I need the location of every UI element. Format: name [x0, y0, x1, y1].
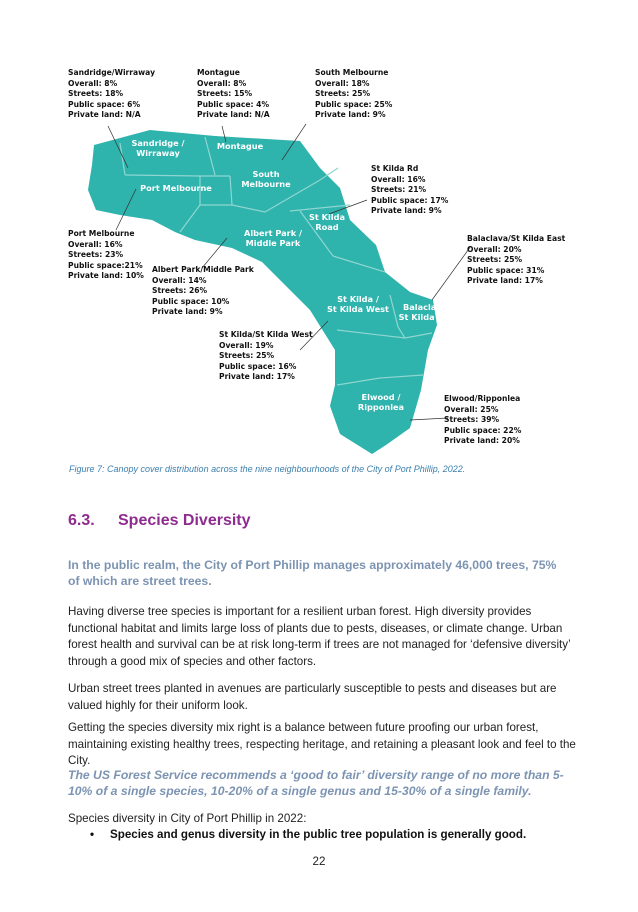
region-label-line: Montague [216, 141, 264, 151]
callout-line: Streets: 18% [68, 89, 124, 99]
body-paragraph: Urban street trees planted in avenues are particularly susceptible to pests and diseases but are valued highly for their uniform look. [68, 682, 557, 712]
callout-line: Public space: 10% [152, 296, 230, 306]
bullet-text: Species and genus diversity in the public tree population is generally good. [110, 828, 527, 841]
callout-line: Public space: 4% [197, 99, 270, 109]
callout-name: Albert Park/Middle Park [152, 265, 254, 274]
callout-line: Public space: 25% [315, 99, 393, 109]
region-label-line: St Kilda [308, 212, 346, 222]
callout-line: Streets: 25% [315, 89, 371, 99]
callout-st-kilda-st-kilda-west [219, 330, 313, 383]
section-title: Species Diversity [118, 512, 251, 529]
callout-line: Private land: 17% [467, 276, 543, 286]
region-label-line: Elwood / [361, 392, 401, 402]
bullet-icon: • [90, 828, 95, 841]
callout-line: Public space: 17% [371, 195, 449, 205]
callout-line: Overall: 25% [444, 404, 499, 414]
callout-line: Public space: 16% [219, 361, 297, 371]
section-number: 6.3. [68, 512, 95, 529]
callout-line: Overall: 8% [197, 78, 247, 88]
callout-line: Overall: 8% [68, 78, 118, 88]
callout-name: Sandridge/Wirraway [68, 68, 156, 77]
callout-sandridge-wirraway [68, 68, 155, 121]
region-label [140, 183, 212, 193]
region-label-line: Wirraway [136, 148, 180, 158]
callout-albert-park-middle-park [152, 265, 254, 318]
region-label-line: South [252, 169, 280, 179]
body-paragraph: Having diverse tree species is important for a resilient urban forest. High diversity provides functional habitat and limits large loss of plants due to pests, diseases, or climate change. Urban forest health and survival can be at risk long-term if trees are not managed for ‘defensive diversity’ through a good mix of species and other factors. [68, 605, 571, 668]
callout-south-melbourne [315, 68, 392, 121]
callout-line: Private land: N/A [68, 110, 141, 120]
callout-balaclava-st-kilda-east [467, 234, 565, 287]
list-intro: Species diversity in City of Port Phillip in 2022: [68, 812, 307, 825]
region-label-line: Sandridge / [131, 138, 185, 148]
callout-port-melbourne [68, 229, 144, 282]
callout-name: Elwood/Ripponlea [444, 394, 521, 403]
callout-line: Public space: 22% [444, 425, 522, 435]
callout-line: Streets: 26% [152, 286, 208, 296]
callout-line: Private land: 9% [371, 206, 442, 216]
region-label [399, 302, 458, 322]
region-label [244, 228, 302, 248]
callout-line: Overall: 14% [152, 275, 207, 285]
callout-line: Streets: 23% [68, 250, 124, 260]
callout-name: St Kilda Rd [371, 164, 419, 173]
callout-line: Streets: 15% [197, 89, 253, 99]
region-label-line: Middle Park [245, 238, 301, 248]
callout-line: Streets: 25% [467, 255, 523, 265]
region-label [358, 392, 404, 412]
callout-name: Montague [197, 68, 240, 77]
callout-line: Overall: 19% [219, 340, 274, 350]
callout-line: Streets: 21% [371, 185, 427, 195]
highlight-quote: The US Forest Service recommends a ‘good to fair’ diversity range of no more than 5-10% of a single species, 10-20% of a single genus and 15-30% of a single family. [68, 768, 564, 798]
callout-name: St Kilda/St Kilda West [219, 330, 313, 339]
callout-line: Private land: 9% [152, 307, 223, 317]
section-heading [68, 512, 251, 530]
callout-line: Streets: 25% [219, 351, 275, 361]
region-label [131, 138, 184, 158]
region-label-line: St Kilda West [327, 304, 389, 314]
callout-name: Balaclava/St Kilda East [467, 234, 566, 243]
callout-st-kilda-rd [371, 164, 448, 217]
figure-caption: Figure 7: Canopy cover distribution across the nine neighbourhoods of the City of Port Phillip, 2022. [69, 464, 466, 474]
callout-line: Overall: 20% [467, 244, 522, 254]
region-label-line: St Kilda / [337, 294, 379, 304]
region-label-line: Balaclava / [403, 302, 453, 312]
region-label-line: Ripponlea [357, 402, 405, 412]
callout-line: Private land: 10% [68, 271, 144, 281]
callout-line: Private land: 20% [444, 436, 520, 446]
region-label-line: Port Melbourne [140, 183, 212, 193]
callout-line: Private land: N/A [197, 110, 270, 120]
bullet-item [90, 828, 526, 841]
callout-line: Streets: 39% [444, 415, 500, 425]
callout-line: Public space: 31% [467, 265, 545, 275]
region-label-line: Road [315, 222, 339, 232]
region-label [217, 141, 264, 151]
body-paragraph: Getting the species diversity mix right is a balance between future proofing our urban forest, maintaining existing healthy trees, respecting heritage, and retaining a pleasant look and feel to the City. [68, 721, 576, 767]
region-label-line: St Kilda East [398, 312, 458, 322]
callout-name: Port Melbourne [68, 229, 135, 238]
callout-line: Public space:21% [68, 260, 143, 270]
callout-line: Overall: 16% [68, 239, 123, 249]
callout-elwood-ripponlea [444, 394, 521, 447]
callout-name: South Melbourne [315, 68, 389, 77]
callout-line: Overall: 18% [315, 78, 370, 88]
lead-paragraph: In the public realm, the City of Port Phillip manages approximately 46,000 trees, 75% of which are street trees. [68, 558, 557, 588]
callout-line: Public space: 6% [68, 99, 141, 109]
page-number: 22 [312, 855, 326, 868]
region-label-line: Melbourne [241, 179, 291, 189]
region-label-line: Albert Park / [244, 228, 302, 238]
callout-line: Overall: 16% [371, 174, 426, 184]
callout-montague [197, 68, 270, 121]
callout-line: Private land: 17% [219, 372, 295, 382]
callout-line: Private land: 9% [315, 110, 386, 120]
